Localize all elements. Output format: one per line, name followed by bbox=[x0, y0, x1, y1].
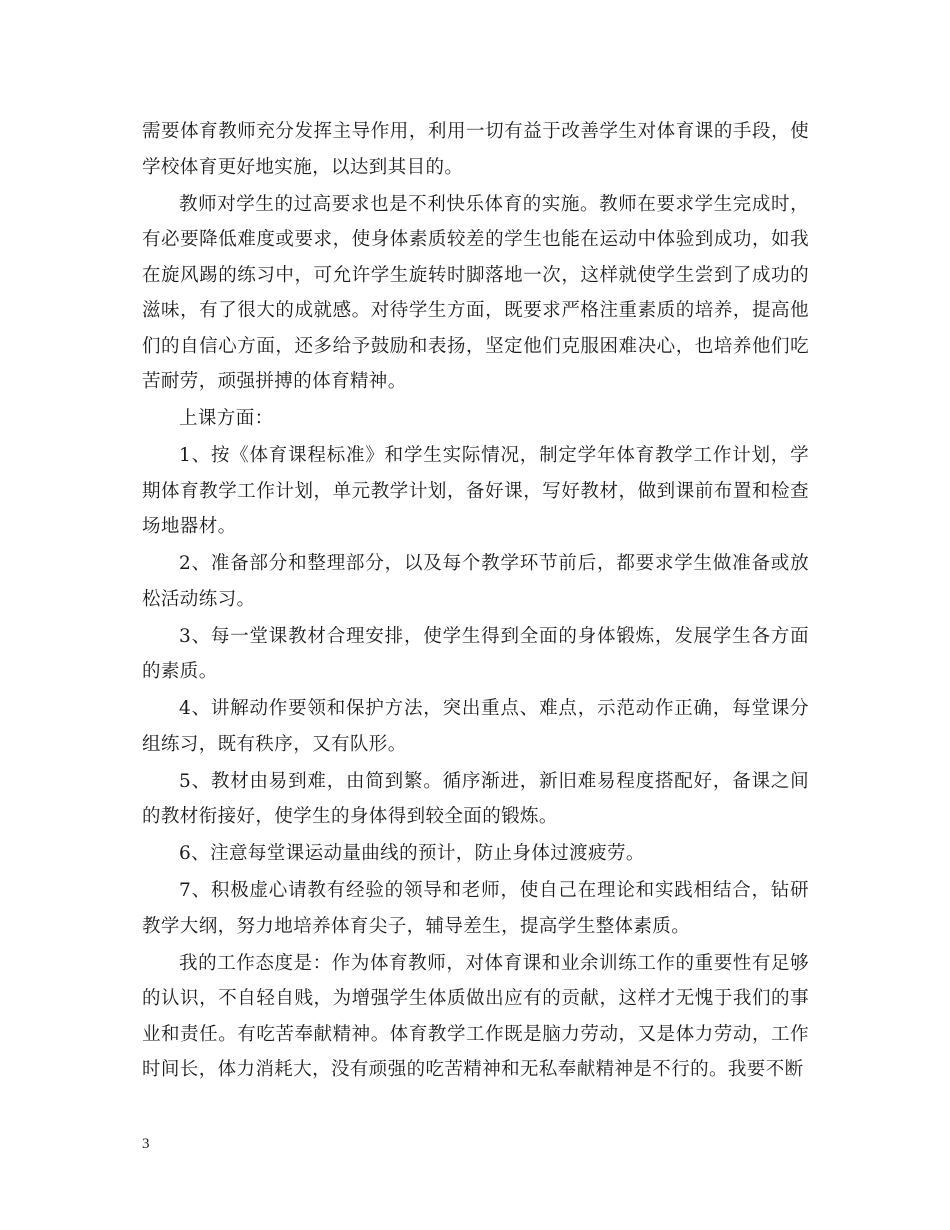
list-item: 6、注意每堂课运动量曲线的预计，防止身体过渡疲劳。 bbox=[179, 843, 645, 864]
list-item: 1、按《体育课程标准》和学生实际情况，制定学年体育教学工作计划，学期体育教学工作计划，单元教学计划，备好课，写好教材，做到课前布置和检查场地器材。 bbox=[142, 445, 809, 537]
list-item: 4、讲解动作要领和保护方法，突出重点、难点，示范动作正确，每堂课分组练习，既有秩序，又有队形。 bbox=[142, 698, 809, 755]
document-body bbox=[142, 114, 809, 1089]
paragraph: 需要体育教师充分发挥主导作用，利用一切有益于改善学生对体育课的手段，使学校体育更好地实施，以达到其目的。 bbox=[142, 121, 809, 178]
list-item: 3、每一堂课教材合理安排，使学生得到全面的身体锻炼，发展学生各方面的素质。 bbox=[142, 625, 809, 682]
section-heading: 上课方面： bbox=[179, 408, 274, 429]
paragraph: 教师对学生的过高要求也是不利快乐体育的实施。教师在要求学生完成时，有必要降低难度或要求，使身体素质较差的学生也能在运动中体验到成功，如我在旋风踢的练习中，可允许学生旋转时脚落地一次，这样就使学生尝到了成功的滋味，有了很大的成就感。对待学生方面，既要求严格注重素质的培养，提高他们的自信心方面，还多给予鼓励和表扬，坚定他们克服困难决心，也培养他们吃苦耐劳，顽强拼搏的体育精神。 bbox=[142, 193, 809, 392]
list-item: 7、积极虚心请教有经验的领导和老师，使自己在理论和实践相结合，钻研教学大纲，努力地培养体育尖子，辅导差生，提高学生整体素质。 bbox=[142, 880, 809, 937]
page-number: 3 bbox=[142, 1136, 150, 1152]
list-item: 5、教材由易到难，由简到繁。循序渐进，新旧难易程度搭配好，备课之间的教材衔接好，使学生的身体得到较全面的锻炼。 bbox=[142, 770, 809, 827]
paragraph: 我的工作态度是：作为体育教师，对体育课和业余训练工作的重要性有足够的认识，不自轻自贱，为增强学生体质做出应有的贡献，这样才无愧于我们的事业和责任。有吃苦奉献精神。体育教学工作既是脑力劳动，又是体力劳动，工作时间长，体力消耗大，没有顽强的吃苦精神和无私奉献精神是不行的。我要不断 bbox=[142, 952, 809, 1080]
list-item: 2、准备部分和整理部分，以及每个教学环节前后，都要求学生做准备或放松活动练习。 bbox=[142, 553, 809, 610]
